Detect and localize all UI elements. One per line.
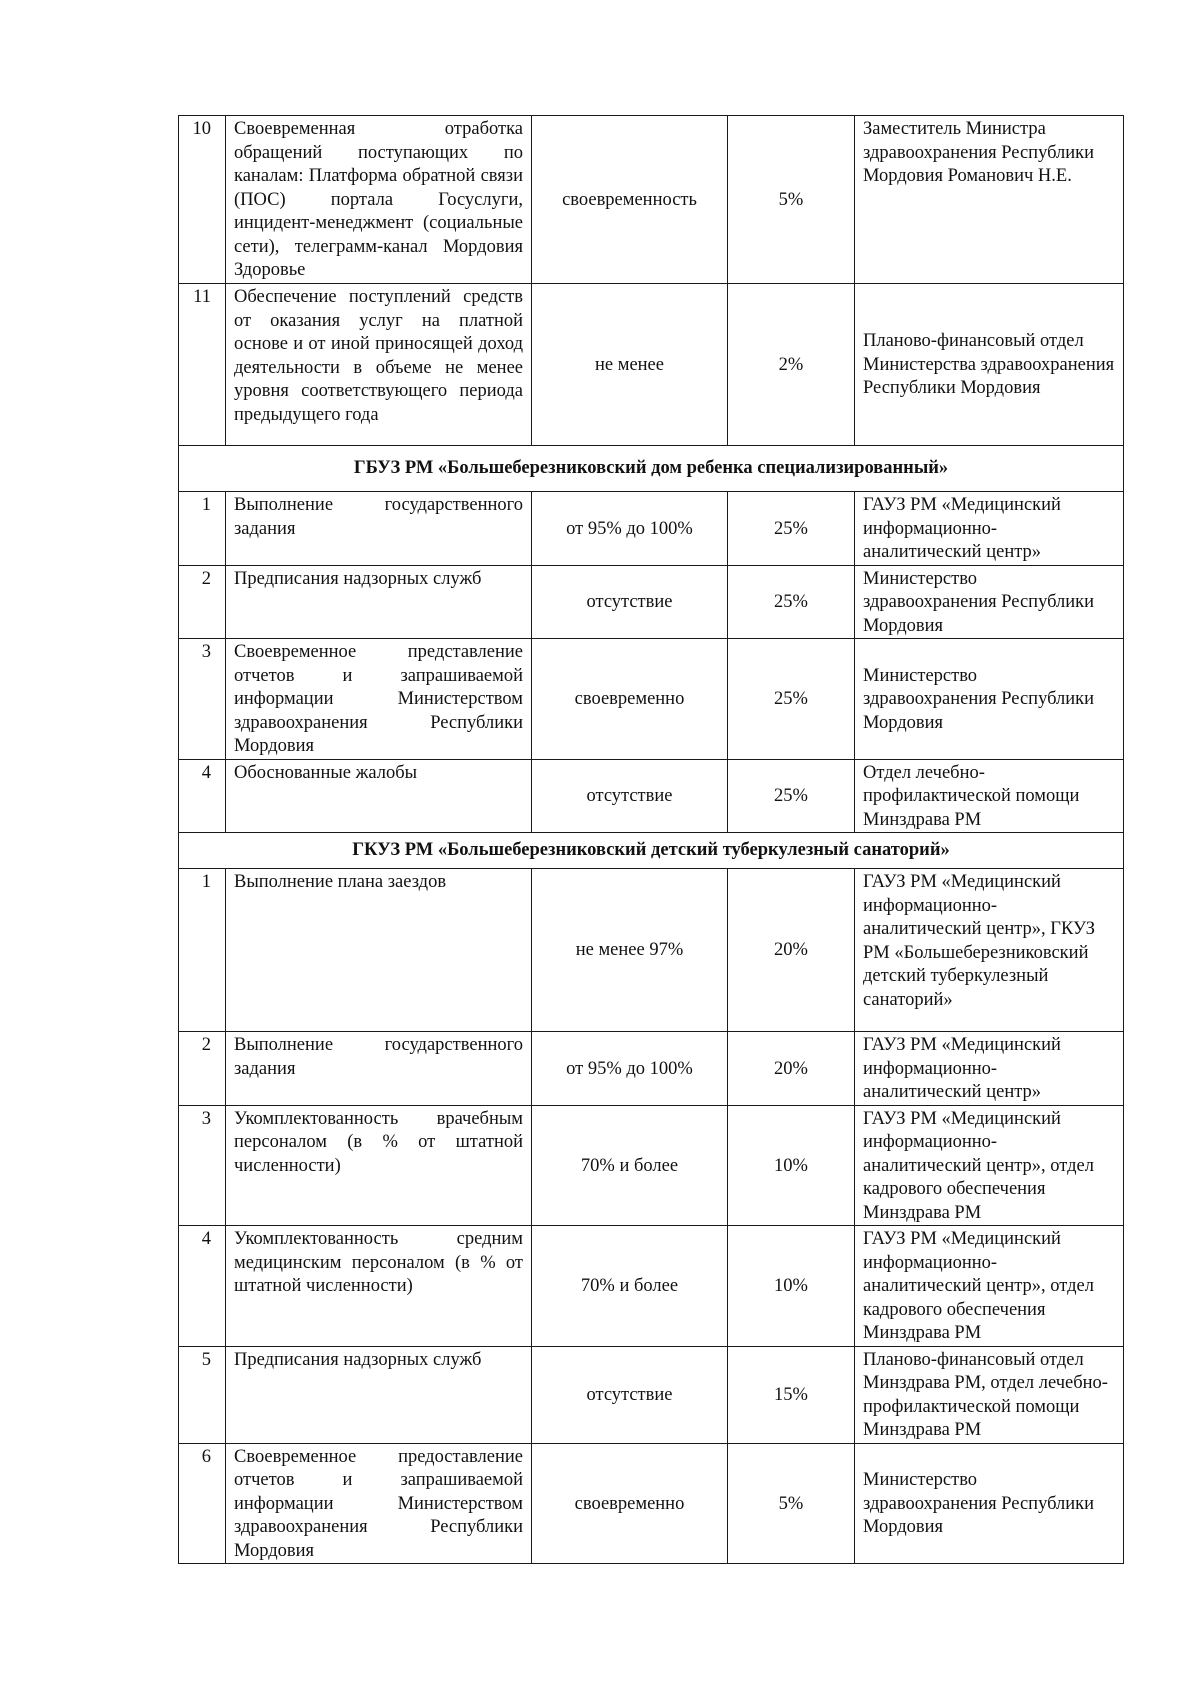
table-row (179, 639, 1124, 760)
table-row (179, 869, 1124, 1032)
criterion-description: Предписания надзорных служб (226, 1346, 532, 1443)
responsible-party: Министерство здравоохранения Республики Мордовия (855, 639, 1124, 760)
criterion-description: Предписания надзорных служб (226, 565, 532, 639)
criterion-value: своевременность (532, 116, 728, 284)
criterion-description: Выполнение государственного задания (226, 492, 532, 566)
criterion-value: своевременно (532, 1443, 728, 1564)
responsible-party: ГАУЗ РМ «Медицинский информационно-аналитический центр», ГКУЗ РМ «Большеберезниковский детский туберкулезный санаторий» (855, 869, 1124, 1032)
criterion-weight: 5% (728, 116, 855, 284)
criterion-value: не менее 97% (532, 869, 728, 1032)
section-title: ГКУЗ РМ «Большеберезниковский детский туберкулезный санаторий» (179, 833, 1124, 869)
table-row (179, 1032, 1124, 1106)
criterion-weight: 20% (728, 1032, 855, 1106)
criterion-description: Своевременное представление отчетов и запрашиваемой информации Министерством здравоохранения Республики Мордовия (226, 639, 532, 760)
criterion-description: Обеспечение поступлений средств от оказания услуг на платной основе и от иной приносящей доход деятельности в объеме не менее уровня соответствующего периода предыдущего года (226, 284, 532, 446)
table-row (179, 759, 1124, 833)
responsible-party: ГАУЗ РМ «Медицинский информационно-аналитический центр», отдел кадрового обеспечения Минздрава РМ (855, 1105, 1124, 1226)
table-row (179, 1443, 1124, 1564)
criterion-weight: 25% (728, 565, 855, 639)
criterion-weight: 25% (728, 639, 855, 760)
criterion-weight: 5% (728, 1443, 855, 1564)
section-header-row (179, 833, 1124, 869)
section-header-row (179, 446, 1124, 492)
criterion-weight: 2% (728, 284, 855, 446)
row-number: 1 (179, 869, 226, 1032)
criterion-description: Выполнение государственного задания (226, 1032, 532, 1106)
criteria-table-body (179, 116, 1124, 1564)
responsible-party: Планово-финансовый отдел Минздрава РМ, отдел лечебно-профилактической помощи Минздрава РМ (855, 1346, 1124, 1443)
criterion-description: Укомплектованность врачебным персоналом (в % от штатной численности) (226, 1105, 532, 1226)
criterion-value: отсутствие (532, 759, 728, 833)
table-row (179, 1226, 1124, 1347)
row-number: 4 (179, 1226, 226, 1347)
criterion-description: Укомплектованность средним медицинским персоналом (в % от штатной численности) (226, 1226, 532, 1347)
row-number: 6 (179, 1443, 226, 1564)
criterion-weight: 10% (728, 1226, 855, 1347)
criterion-value: своевременно (532, 639, 728, 760)
row-number: 3 (179, 639, 226, 760)
responsible-party: Заместитель Министра здравоохранения Республики Мордовия Романович Н.Е. (855, 116, 1124, 284)
row-number: 11 (179, 284, 226, 446)
responsible-party: ГАУЗ РМ «Медицинский информационно-аналитический центр» (855, 492, 1124, 566)
criterion-value: 70% и более (532, 1105, 728, 1226)
criterion-value: отсутствие (532, 565, 728, 639)
responsible-party: Планово-финансовый отдел Министерства здравоохранения Республики Мордовия (855, 284, 1124, 446)
table-row (179, 284, 1124, 446)
criterion-weight: 20% (728, 869, 855, 1032)
row-number: 3 (179, 1105, 226, 1226)
criteria-table (178, 115, 1124, 1564)
responsible-party: Министерство здравоохранения Республики Мордовия (855, 565, 1124, 639)
row-number: 2 (179, 565, 226, 639)
criterion-value: отсутствие (532, 1346, 728, 1443)
criterion-weight: 15% (728, 1346, 855, 1443)
row-number: 4 (179, 759, 226, 833)
table-row (179, 1346, 1124, 1443)
criterion-value: 70% и более (532, 1226, 728, 1347)
criterion-value: от 95% до 100% (532, 1032, 728, 1106)
criterion-value: не менее (532, 284, 728, 446)
section-title: ГБУЗ РМ «Большеберезниковский дом ребенка специализированный» (179, 446, 1124, 492)
criterion-description: Выполнение плана заездов (226, 869, 532, 1032)
table-row (179, 1105, 1124, 1226)
row-number: 10 (179, 116, 226, 284)
criterion-weight: 10% (728, 1105, 855, 1226)
criterion-weight: 25% (728, 759, 855, 833)
responsible-party: ГАУЗ РМ «Медицинский информационно-аналитический центр» (855, 1032, 1124, 1106)
responsible-party: Отдел лечебно-профилактической помощи Минздрава РМ (855, 759, 1124, 833)
criterion-weight: 25% (728, 492, 855, 566)
row-number: 1 (179, 492, 226, 566)
criterion-description: Своевременное предоставление отчетов и запрашиваемой информации Министерством здравоохранения Республики Мордовия (226, 1443, 532, 1564)
criterion-description: Своевременная отработка обращений поступающих по каналам: Платформа обратной связи (ПОС) портала Госуслуги, инцидент-менеджмент (социальные сети), телеграмм-канал Мордовия Здоровье (226, 116, 532, 284)
row-number: 2 (179, 1032, 226, 1106)
criterion-value: от 95% до 100% (532, 492, 728, 566)
table-row (179, 116, 1124, 284)
criterion-description: Обоснованные жалобы (226, 759, 532, 833)
table-row (179, 565, 1124, 639)
table-row (179, 492, 1124, 566)
responsible-party: ГАУЗ РМ «Медицинский информационно-аналитический центр», отдел кадрового обеспечения Минздрава РМ (855, 1226, 1124, 1347)
row-number: 5 (179, 1346, 226, 1443)
responsible-party: Министерство здравоохранения Республики Мордовия (855, 1443, 1124, 1564)
